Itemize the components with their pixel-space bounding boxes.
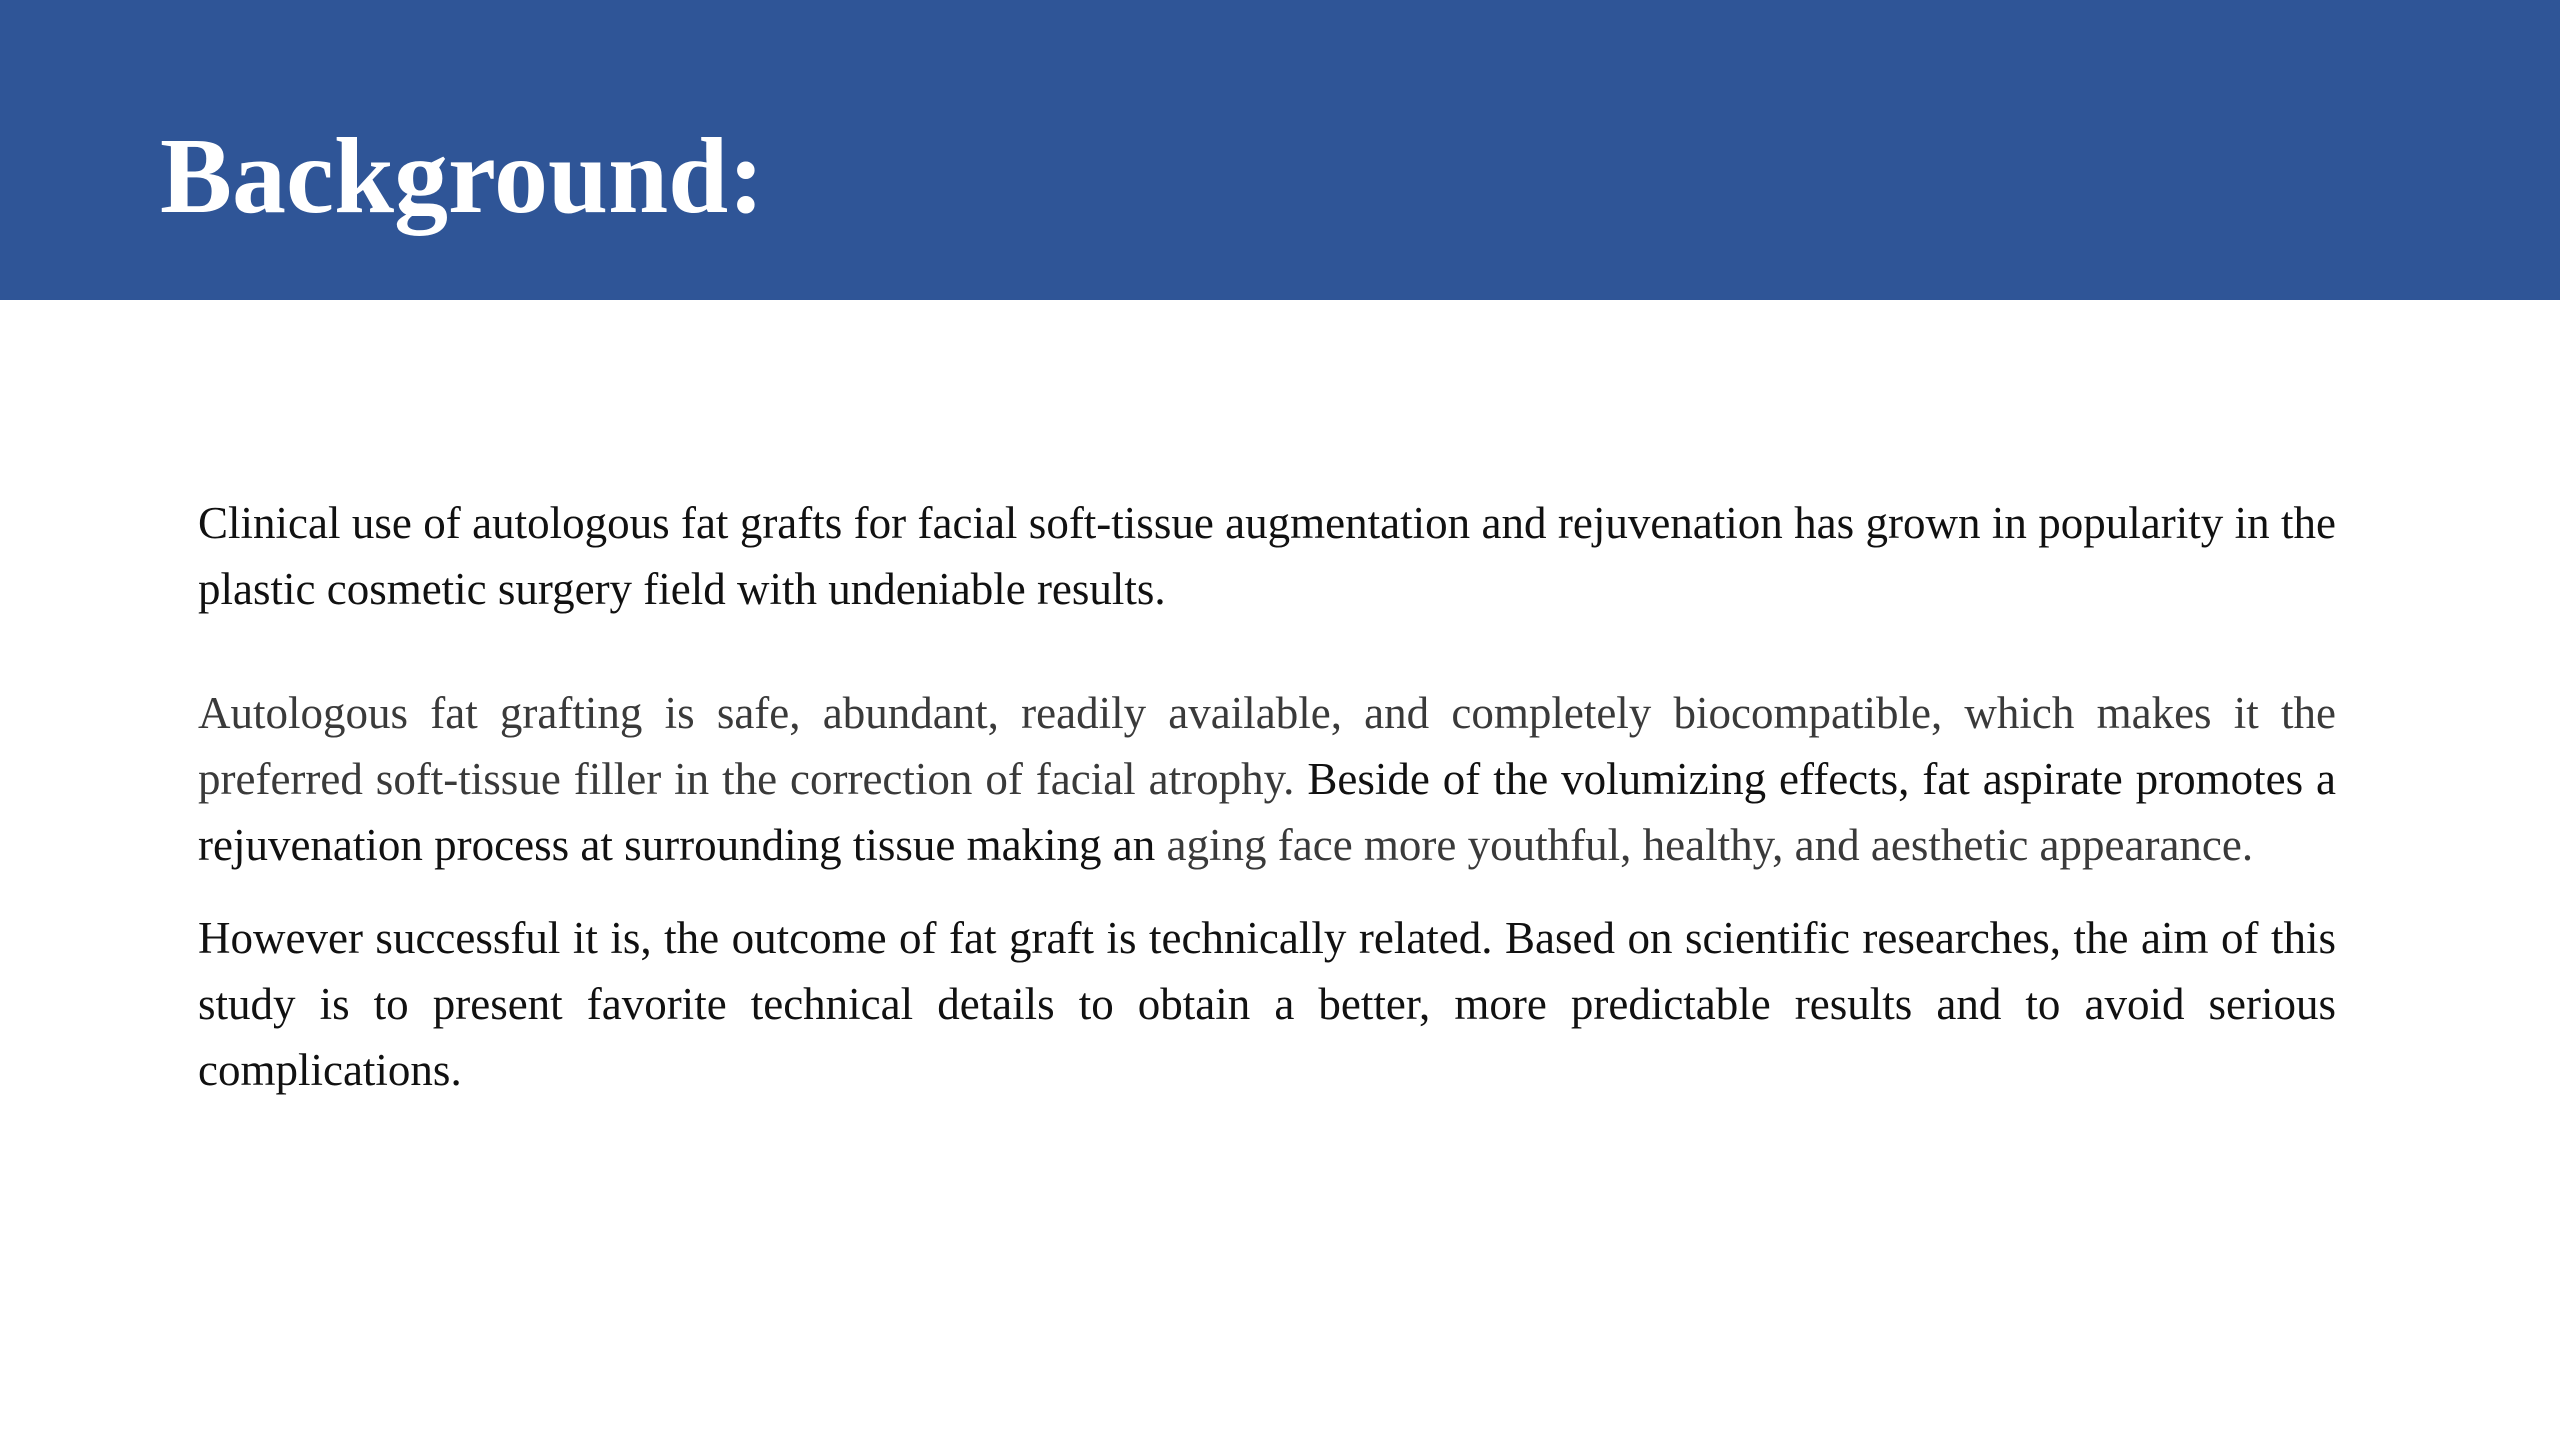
header-band bbox=[0, 0, 2560, 300]
paragraph-2-part-2: Beside of the volumizing effects, fat aspirate promotes a rejuvenation process at surrounding tissue making an bbox=[198, 754, 2337, 870]
paragraph-outcome: However successful it is, the outcome of fat graft is technically related. Based on scientific researches, the aim of this study is to present favorite technical details to obtain a better, more predictable results and to avoid serious complications. bbox=[198, 913, 2336, 1095]
paragraph-clinical-use: Clinical use of autologous fat grafts for facial soft-tissue augmentation and rejuvenation has grown in popularity in the plastic cosmetic surgery field with undeniable results. bbox=[198, 498, 2336, 614]
body-text bbox=[198, 490, 2336, 1103]
paragraph-2-part-3: aging face more youthful, healthy, and aesthetic appearance. bbox=[1155, 820, 2254, 870]
paragraph-autologous-fat-grafting bbox=[198, 680, 2336, 878]
paragraph-2-part-1: Autologous fat grafting is safe, abundant, readily available, and completely biocompatible, which makes it the preferred soft-tissue filler in the correction of facial atrophy. bbox=[198, 688, 2336, 804]
slide-title: Background: bbox=[160, 117, 765, 236]
